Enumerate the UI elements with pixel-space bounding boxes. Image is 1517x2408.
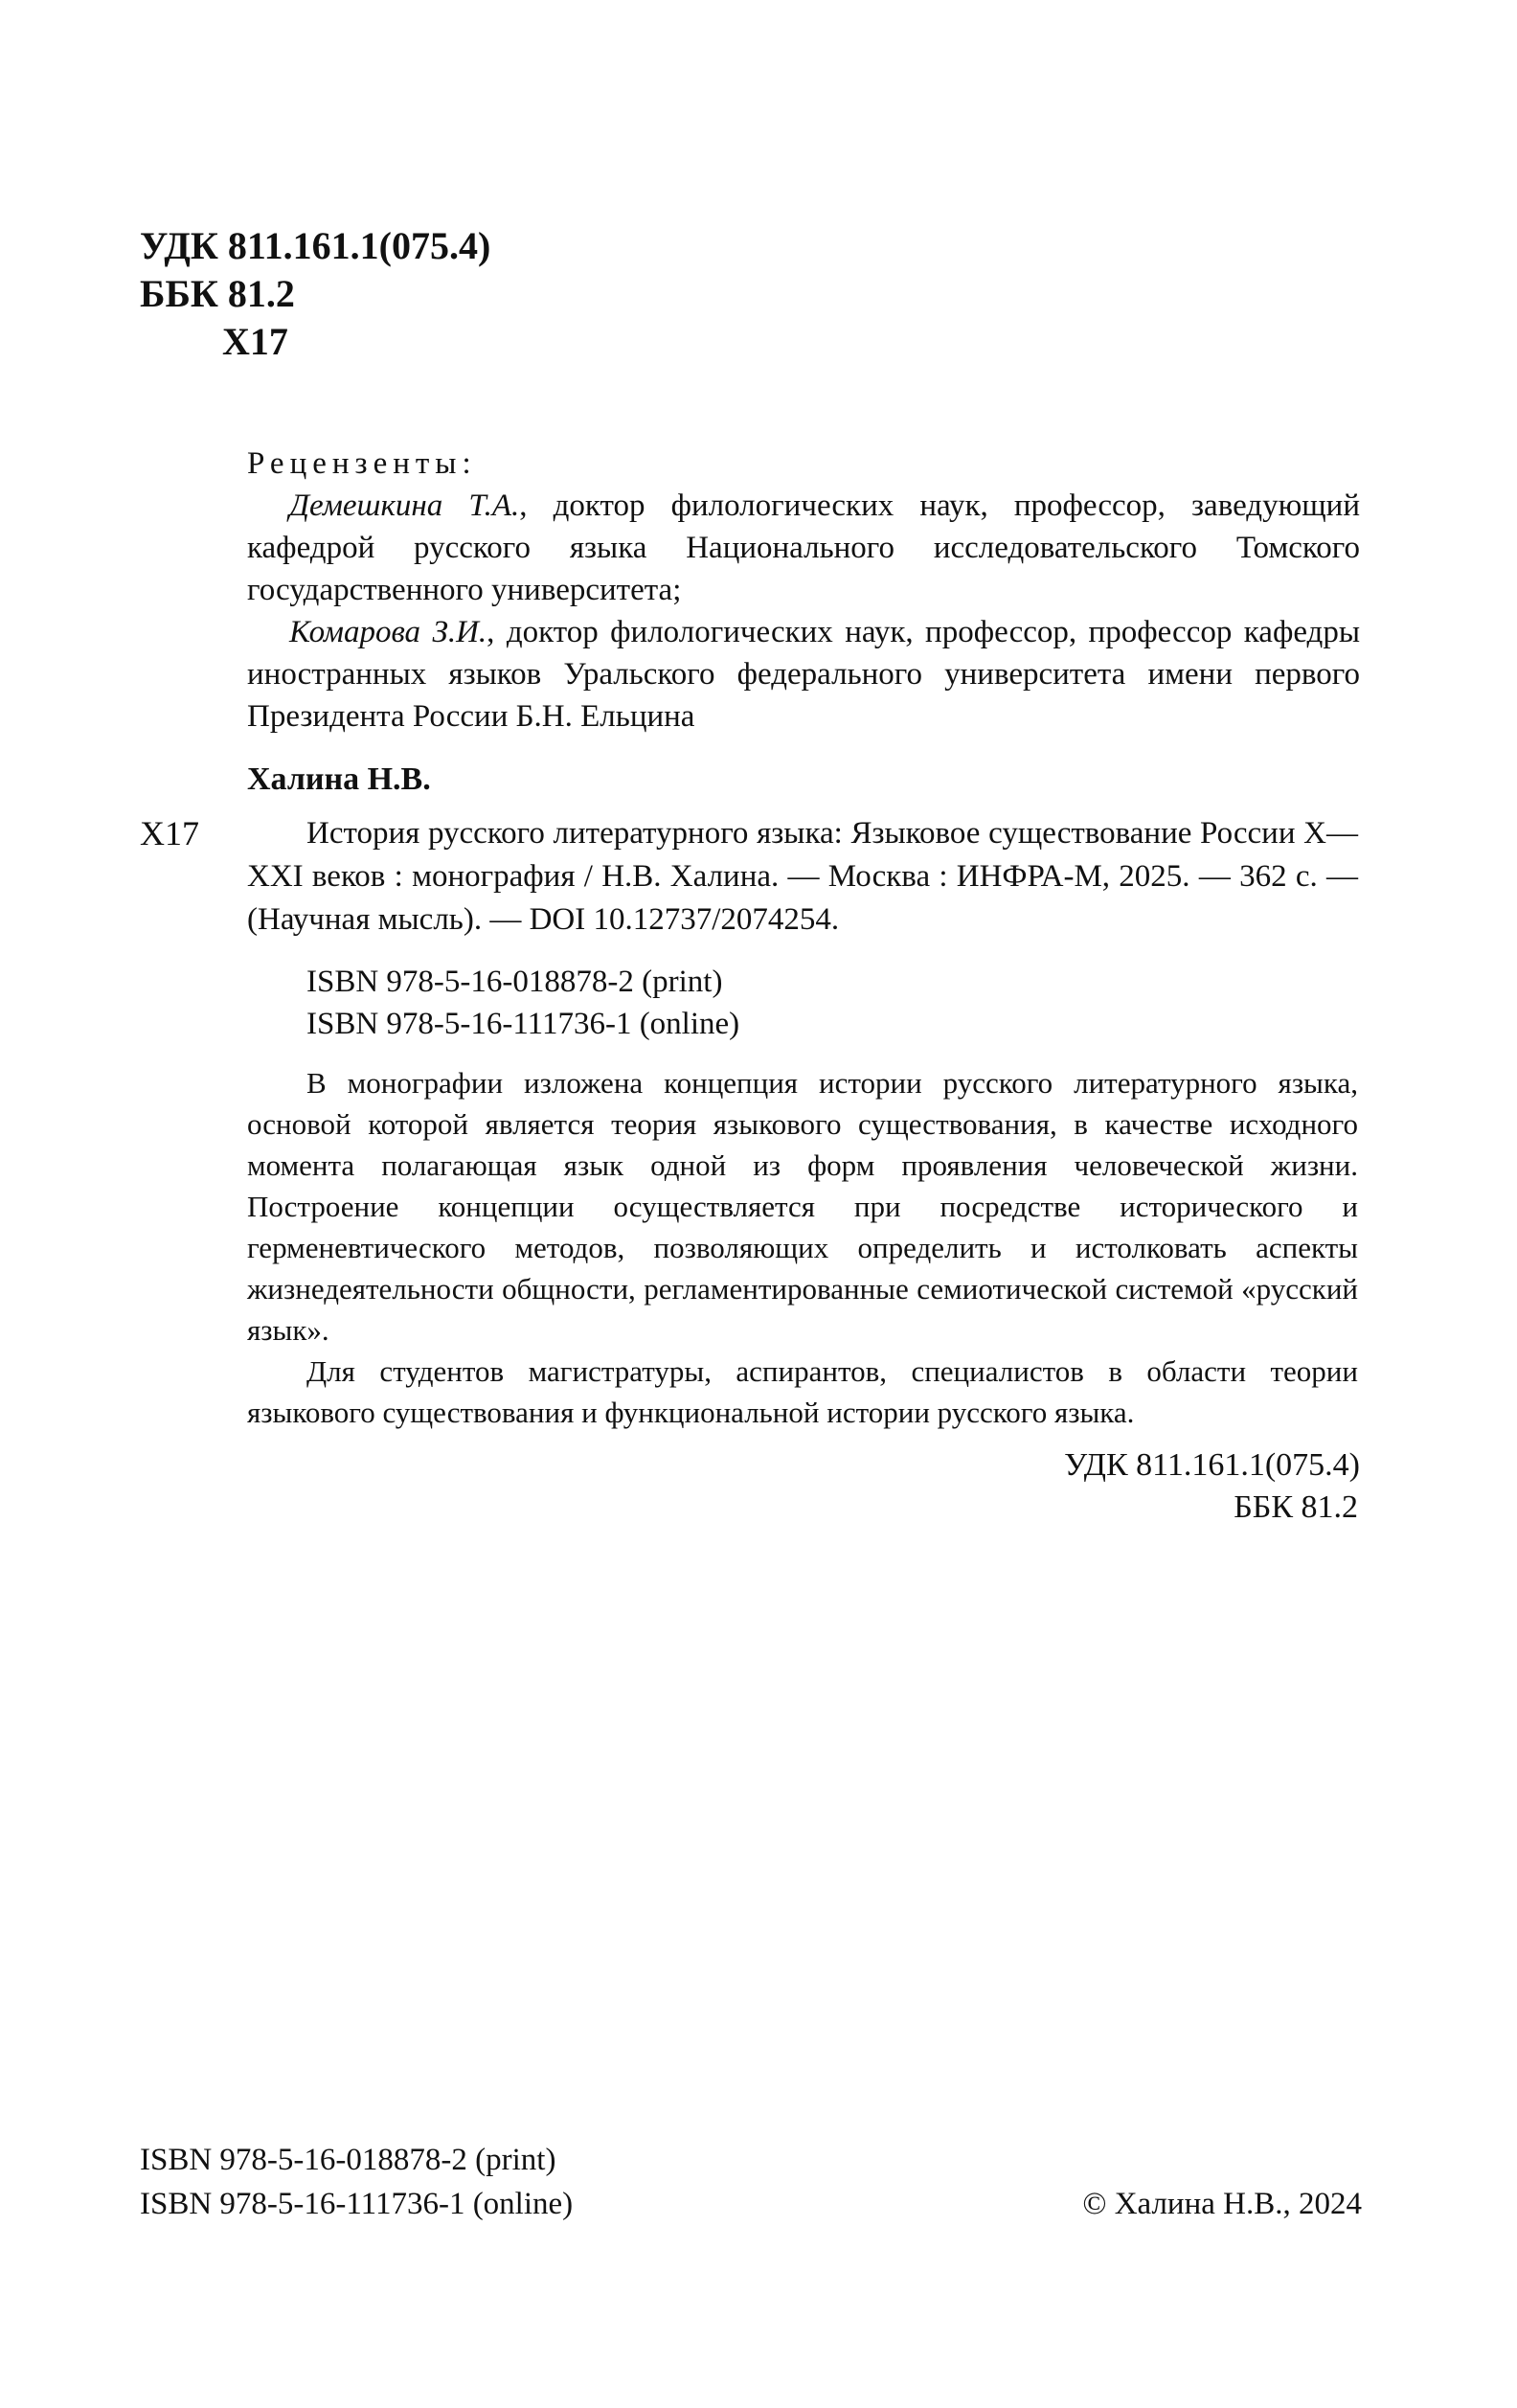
reviewer-entry <box>247 611 1360 738</box>
footer-isbn-online: ISBN 978-5-16-111736-1 (online) <box>140 2187 574 2221</box>
reviewer-entry <box>247 485 1360 611</box>
author-heading: Халина Н.В. <box>247 761 431 797</box>
isbn-print: ISBN 978-5-16-018878-2 (print) <box>306 965 723 999</box>
annotation <box>247 1062 1358 1433</box>
classification-block <box>140 222 490 366</box>
reviewer-description: , доктор филологических наук, профессор, профессор кафедры иностранных языков Уральского федерального университета имени первого Президента России Б.Н. Ельцина <box>247 615 1361 734</box>
isbn-online: ISBN 978-5-16-111736-1 (online) <box>306 1007 740 1041</box>
udk-code: УДК 811.161.1(075.4) <box>140 224 491 267</box>
author-sign: Х17 <box>222 320 288 363</box>
annotation-paragraph: Для студентов магистратуры, аспирантов, специалистов в области теории языкового существования и функциональной истории русского языка. <box>247 1354 1358 1429</box>
bbk-code: ББК 81.2 <box>140 272 295 315</box>
side-author-sign: Х17 <box>140 814 199 852</box>
bibliographic-record <box>247 812 1358 1433</box>
reviewer-name: Комарова З.И. <box>289 615 487 649</box>
bbk-code-right: ББК 81.2 <box>1234 1489 1358 1525</box>
classification-codes-right <box>1064 1444 1360 1529</box>
bibliographic-description: История русского литературного языка: Языковое существование России X—XXI веков : монография / Н.В. Халина. — Москва : ИНФРА-М, 2025. — 362 с. — (Научная мысль). — DOI 10.12737/2074254. <box>247 816 1358 937</box>
reviewers-block <box>247 443 1360 738</box>
annotation-paragraph: В монографии изложена концепция истории русского литературного языка, основой которой является теория языкового существования, в качестве исходного момента полагающая язык одной из форм проявления человеческой жизни. Построение концепции осуществляется при посредстве исторического и герменевтического методов, позволяющих определить и истолковать аспекты жизнедеятельности общности, регламентированные семиотической системой «русский язык». <box>247 1066 1358 1347</box>
reviewer-name: Демешкина Т.А. <box>289 488 520 523</box>
udk-code-right: УДК 811.161.1(075.4) <box>1064 1447 1360 1483</box>
copyright-notice: © Халина Н.В., 2024 <box>1082 2187 1362 2221</box>
footer-isbn-list <box>140 2138 573 2226</box>
footer-isbn-print: ISBN 978-5-16-018878-2 (print) <box>140 2143 556 2177</box>
reviewer-description: , доктор филологических наук, профессор, заведующий кафедрой русского языка Национального исследовательского Томского государственного университета; <box>247 488 1360 607</box>
reviewers-heading: Рецензенты: <box>247 446 477 481</box>
isbn-list <box>247 961 1358 1045</box>
